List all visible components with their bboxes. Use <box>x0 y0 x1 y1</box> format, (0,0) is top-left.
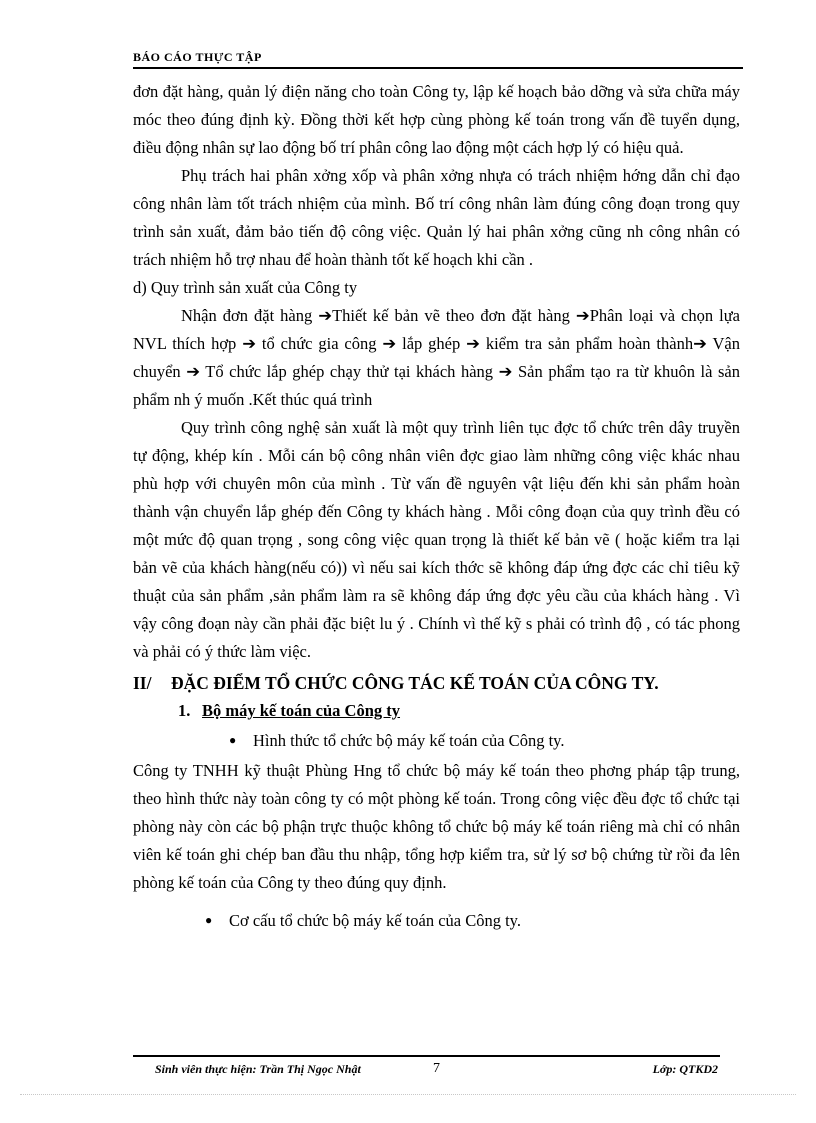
footer-class: Lớp: QTKD2 <box>652 1062 718 1076</box>
section-title: ĐẶC ĐIỂM TỔ CHỨC CÔNG TÁC KẾ TOÁN CỦA CÔNG TY. <box>171 673 659 693</box>
process-flow-paragraph: Nhận đơn đặt hàng ➔Thiết kế bản vẽ theo đơn đặt hàng ➔Phân loại và chọn lựa NVL thích hợp ➔ tổ chức gia công ➔ lắp ghép ➔ kiểm tra sản phẩm hoàn thành➔ Vận chuyển ➔ Tổ chức lắp ghép chạy thử tại khách hàng ➔ Sản phẩm tạo ra từ khuôn là sản phẩm nh ý muốn .Kết thúc quá trình <box>133 306 740 409</box>
header-title: BÁO CÁO THỰC TẬP <box>133 50 262 64</box>
paragraph: Quy trình công nghệ sản xuất là một quy trình liên tục đợc tổ chức trên dây truyền tự động, khép kín . Mỗi cán bộ công nhân viên đợc giao làm những công việc khác nhau phù hợp với chuyên môn của mình . Từ vấn đề nguyên vật liệu đến khi sản phẩm hoàn thành vận chuyển lắp ghép đến Công ty khách hàng . Mỗi công đoạn của quy trình đều có một mức độ quan trọng , song công việc quan trọng là thiết kế bản vẽ ( hoặc kiểm tra lại bản vẽ của khách hàng(nếu có)) vì nếu sai kích thớc sẽ không đáp ứng đợc các chỉ tiêu kỹ thuật của sản phẩm ,sản phẩm làm ra sẽ không đáp ứng đợc yêu cầu của khách hàng . Vì vậy công đoạn này cần phải đặc biệt lu ý . Chính vì thế kỹ s phải có trình độ , có tác phong và phải có ý thức làm việc. <box>133 418 740 661</box>
paragraph: đơn đặt hàng, quản lý điện năng cho toàn Công ty, lập kế hoạch bảo dỡng và sửa chữa máy móc theo đúng định kỳ. Đồng thời kết hợp cùng phòng kế toán trong vấn đề tuyển dụng, điều động nhân sự lao động bố trí phân công lao động một cách hợp lý có hiệu quả. <box>133 82 740 157</box>
bullet-icon: ● <box>229 733 237 747</box>
page-header <box>133 50 743 69</box>
bullet-text: Hình thức tổ chức bộ máy kế toán của Công ty. <box>253 731 565 750</box>
bullet-icon: ● <box>205 913 213 927</box>
bullet-item <box>133 724 740 757</box>
document-body <box>133 78 740 938</box>
page-bottom-divider <box>20 1094 796 1095</box>
section-number: II/ <box>133 673 152 693</box>
subsection-number: 1. <box>178 701 191 720</box>
bullet-text: Cơ cấu tổ chức bộ máy kế toán của Công ty. <box>229 911 521 930</box>
section-heading <box>133 668 740 698</box>
paragraph-heading: d) Quy trình sản xuất của Công ty <box>133 278 358 297</box>
subsection-heading <box>133 698 740 724</box>
paragraph: Công ty TNHH kỹ thuật Phùng Hng tổ chức bộ máy kế toán theo phơng pháp tập trung, theo hình thức này toàn công ty có một phòng kế toán. Trong công việc đều đợc tổ chức tại phòng này còn các bộ phận trực thuộc không tổ chức bộ máy kế toán riêng mà chỉ có nhân viên kế toán ghi chép ban đầu thu nhập, tổng hợp kiểm tra, sử lý sơ bộ chứng từ rồi đa lên phòng kế toán của Công ty theo đúng quy định. <box>133 761 740 892</box>
page-number: 7 <box>433 1061 440 1076</box>
paragraph: Phụ trách hai phân xởng xốp và phân xởng nhựa có trách nhiệm hớng dẫn chỉ đạo công nhân làm tốt trách nhiệm của mình. Bố trí công nhân làm đúng công đoạn trong quy trình sản xuất, đảm bảo tiến độ công việc. Quản lý hai phân xởng cũng nh công nhân có trách nhiệm hỗ trợ nhau để hoàn thành tốt kế hoạch khi cần . <box>133 166 740 269</box>
bullet-item <box>133 903 740 938</box>
subsection-title: Bộ máy kế toán của Công ty <box>202 701 401 720</box>
page-footer <box>133 1055 720 1079</box>
footer-author: Sinh viên thực hiện: Trần Thị Ngọc Nhật <box>155 1062 361 1076</box>
